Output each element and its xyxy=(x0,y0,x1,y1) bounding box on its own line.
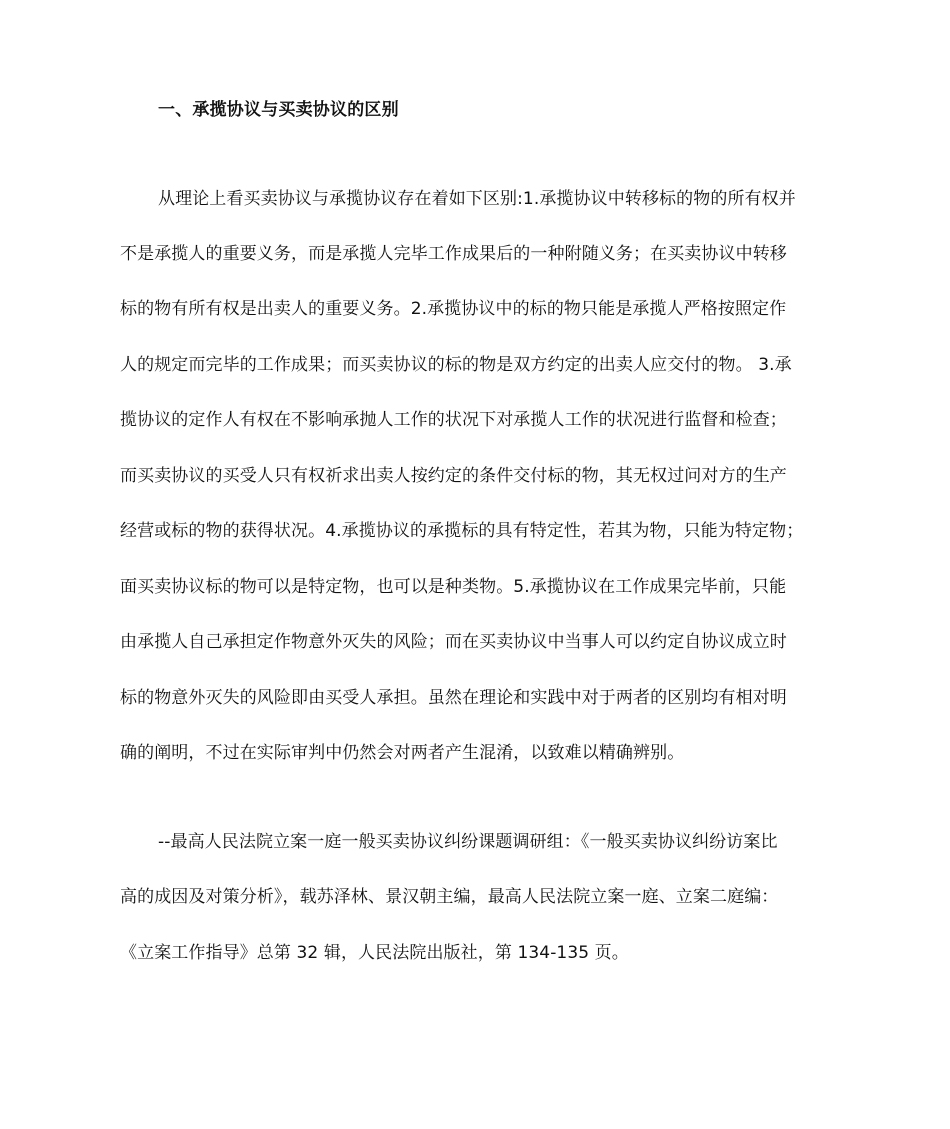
paragraph-line: 不是承揽人的重要义务，而是承揽人完毕工作成果后的一种附随义务；在买卖协议中转移 xyxy=(120,244,787,264)
paragraph-line: 确的阐明，不过在实际审判中仍然会对两者产生混淆，以致难以精确辨别。 xyxy=(120,743,685,763)
citation-line: 高的成因及对策分析》，载苏泽林、景汉朝主编，最高人民法院立案一庭、立案二庭编： xyxy=(120,887,779,907)
paragraph-line: 标的物有所有权是出卖人的重要义务。2.承揽协议中的标的物只能是承揽人严格按照定作 xyxy=(120,299,787,319)
paragraph-line: 从理论上看买卖协议与承揽协议存在着如下区别:1.承揽协议中转移标的物的所有权并 xyxy=(158,189,796,209)
paragraph-line: 经营或标的物的获得状况。4.承揽协议的承揽标的具有特定性，若其为物，只能为特定物； xyxy=(120,521,804,541)
paragraph-line: 揽协议的定作人有权在不影响承抛人工作的状况下对承揽人工作的状况进行监督和检查； xyxy=(120,410,787,430)
paragraph-line: 而买卖协议的买受人只有权祈求出卖人按约定的条件交付标的物，其无权过问对方的生产 xyxy=(120,466,787,486)
paragraph-line: 面买卖协议标的物可以是特定物，也可以是种类物。5.承揽协议在工作成果完毕前，只能 xyxy=(120,577,787,597)
paragraph-line: 由承揽人自己承担定作物意外灭失的风险；而在买卖协议中当事人可以约定自协议成立时 xyxy=(120,632,787,652)
paragraph-line: 人的规定而完毕的工作成果；而买卖协议的标的物是双方约定的出卖人应交付的物。 3.承 xyxy=(120,355,792,375)
paragraph-line: 标的物意外灭失的风险即由买受人承担。虽然在理论和实践中对于两者的区别均有相对明 xyxy=(120,688,787,708)
citation-line: --最高人民法院立案一庭一般买卖协议纠纷课题调研组：《一般买卖协议纠纷访案比 xyxy=(158,832,778,852)
section-heading: 一、承揽协议与买卖协议的区别 xyxy=(158,100,399,120)
citation-line: 《立案工作指导》总第 32 辑，人民法院出版社，第 134-135 页。 xyxy=(120,943,629,963)
